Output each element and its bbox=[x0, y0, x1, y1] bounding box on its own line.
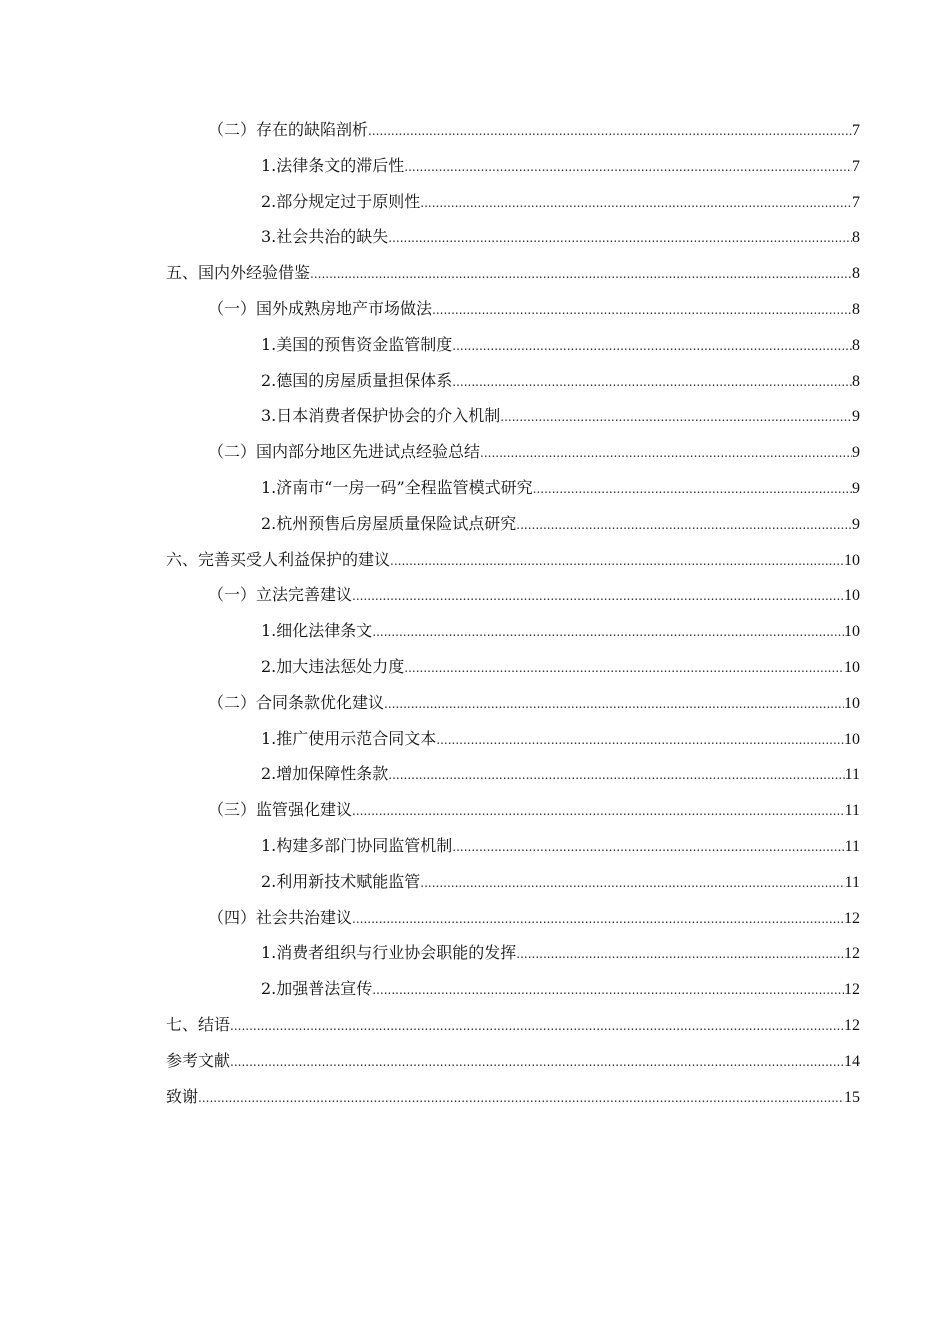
toc-entry-page-number: 7 bbox=[852, 193, 860, 211]
toc-entry-title: 3.日本消费者保护协会的介入机制 bbox=[261, 406, 501, 426]
table-of-contents bbox=[166, 109, 860, 1111]
toc-entry[interactable] bbox=[166, 324, 860, 360]
toc-entry-page-number: 10 bbox=[844, 658, 860, 676]
toc-entry[interactable] bbox=[166, 1076, 860, 1112]
toc-entry[interactable] bbox=[166, 181, 860, 217]
toc-dot-leader bbox=[420, 876, 844, 890]
toc-dot-leader bbox=[352, 589, 844, 603]
toc-entry[interactable] bbox=[166, 1040, 860, 1076]
toc-entry-page-number: 12 bbox=[844, 909, 860, 927]
toc-entry[interactable] bbox=[166, 109, 860, 145]
toc-entry[interactable] bbox=[166, 395, 860, 431]
toc-dot-leader bbox=[372, 625, 844, 639]
toc-entry[interactable] bbox=[166, 216, 860, 252]
toc-entry-title: 1.推广使用示范合同文本 bbox=[261, 728, 437, 748]
toc-entry-page-number: 10 bbox=[844, 587, 860, 605]
toc-entry-page-number: 9 bbox=[852, 408, 860, 426]
toc-entry-title: 1.济南市“一房一码”全程监管模式研究 bbox=[261, 477, 533, 497]
toc-entry-title: 2.部分规定过于原则性 bbox=[261, 191, 421, 211]
toc-entry-title: （三）监管强化建议 bbox=[208, 800, 353, 820]
toc-entry[interactable] bbox=[166, 1004, 860, 1040]
toc-entry[interactable] bbox=[166, 646, 860, 682]
toc-dot-leader bbox=[384, 697, 844, 711]
toc-entry-page-number: 8 bbox=[852, 300, 860, 318]
toc-entry[interactable] bbox=[166, 789, 860, 825]
toc-entry-title: 2.加大违法惩处力度 bbox=[261, 656, 405, 676]
toc-entry-page-number: 9 bbox=[852, 515, 860, 533]
toc-entry-title: （二）合同条款优化建议 bbox=[208, 692, 385, 712]
toc-entry-title: 1.法律条文的滞后性 bbox=[261, 155, 405, 175]
toc-dot-leader bbox=[198, 1091, 844, 1105]
toc-entry-title: 致谢 bbox=[166, 1086, 199, 1106]
toc-dot-leader bbox=[452, 375, 852, 389]
toc-entry-page-number: 10 bbox=[844, 694, 860, 712]
toc-dot-leader bbox=[500, 410, 852, 424]
toc-dot-leader bbox=[230, 1019, 844, 1033]
toc-entry-title: 1.细化法律条文 bbox=[261, 621, 373, 641]
toc-entry-page-number: 11 bbox=[844, 873, 860, 891]
toc-entry-title: （一）立法完善建议 bbox=[208, 585, 353, 605]
toc-entry-title: （二）存在的缺陷剖析 bbox=[208, 120, 369, 139]
toc-entry[interactable] bbox=[166, 431, 860, 467]
toc-dot-leader bbox=[388, 768, 844, 782]
toc-entry[interactable] bbox=[166, 145, 860, 181]
toc-entry[interactable] bbox=[166, 897, 860, 933]
toc-entry-title: 六、完善买受人利益保护的建议 bbox=[166, 549, 391, 569]
toc-entry-page-number: 12 bbox=[844, 945, 860, 963]
toc-dot-leader bbox=[516, 518, 852, 532]
toc-entry-title: （四）社会共治建议 bbox=[208, 907, 353, 927]
toc-dot-leader bbox=[388, 231, 852, 245]
toc-entry-title: 1.构建多部门协同监管机制 bbox=[261, 835, 453, 855]
toc-entry-page-number: 12 bbox=[844, 981, 860, 999]
toc-entry-title: 2.德国的房屋质量担保体系 bbox=[261, 370, 453, 390]
toc-entry[interactable] bbox=[166, 968, 860, 1004]
toc-entry-page-number: 11 bbox=[844, 802, 860, 820]
toc-entry-page-number: 10 bbox=[844, 623, 860, 641]
toc-entry[interactable] bbox=[166, 574, 860, 610]
toc-entry-page-number: 7 bbox=[852, 157, 860, 175]
toc-entry[interactable] bbox=[166, 718, 860, 754]
toc-dot-leader bbox=[404, 661, 844, 675]
toc-entry-title: 1.消费者组织与行业协会职能的发挥 bbox=[261, 943, 517, 963]
toc-entry-page-number: 8 bbox=[852, 336, 860, 354]
toc-entry-page-number: 9 bbox=[852, 444, 860, 462]
toc-dot-leader bbox=[390, 554, 844, 568]
toc-entry-title: （二）国内部分地区先进试点经验总结 bbox=[208, 442, 481, 462]
toc-entry-page-number: 8 bbox=[852, 229, 860, 247]
toc-dot-leader bbox=[452, 840, 844, 854]
toc-entry-page-number: 14 bbox=[844, 1052, 860, 1070]
toc-entry-title: 2.利用新技术赋能监管 bbox=[261, 871, 421, 891]
toc-entry-page-number: 11 bbox=[844, 766, 860, 784]
toc-entry-page-number: 8 bbox=[852, 372, 860, 390]
toc-dot-leader bbox=[432, 303, 852, 317]
toc-dot-leader bbox=[352, 804, 845, 818]
toc-entry[interactable] bbox=[166, 610, 860, 646]
toc-dot-leader bbox=[368, 124, 852, 138]
toc-entry-page-number: 8 bbox=[852, 265, 860, 283]
toc-dot-leader bbox=[480, 446, 852, 460]
toc-entry-page-number: 7 bbox=[852, 122, 860, 139]
toc-entry-title: 参考文献 bbox=[166, 1050, 231, 1070]
toc-entry[interactable] bbox=[166, 932, 860, 968]
toc-entry[interactable] bbox=[166, 539, 860, 575]
toc-dot-leader bbox=[310, 267, 852, 281]
toc-entry-title: 3.社会共治的缺失 bbox=[261, 227, 389, 247]
toc-dot-leader bbox=[452, 339, 852, 353]
toc-entry-title: 五、国内外经验借鉴 bbox=[166, 263, 311, 283]
toc-entry[interactable] bbox=[166, 360, 860, 396]
toc-entry-page-number: 9 bbox=[852, 479, 860, 497]
toc-entry[interactable] bbox=[166, 252, 860, 288]
toc-dot-leader bbox=[533, 482, 852, 496]
toc-entry[interactable] bbox=[166, 467, 860, 503]
toc-entry-page-number: 12 bbox=[844, 1016, 860, 1034]
toc-dot-leader bbox=[436, 733, 844, 747]
toc-entry[interactable] bbox=[166, 861, 860, 897]
toc-entry[interactable] bbox=[166, 682, 860, 718]
toc-dot-leader bbox=[352, 912, 844, 926]
toc-entry-title: 2.杭州预售后房屋质量保险试点研究 bbox=[261, 513, 517, 533]
toc-entry[interactable] bbox=[166, 288, 860, 324]
toc-entry-title: （一）国外成熟房地产市场做法 bbox=[208, 298, 433, 318]
toc-entry-title: 2.加强普法宣传 bbox=[261, 979, 373, 999]
toc-entry-page-number: 10 bbox=[844, 730, 860, 748]
toc-dot-leader bbox=[230, 1055, 844, 1069]
toc-dot-leader bbox=[372, 983, 844, 997]
toc-entry-title: 1.美国的预售资金监管制度 bbox=[261, 334, 453, 354]
toc-entry-page-number: 11 bbox=[844, 837, 860, 855]
toc-entry-title: 七、结语 bbox=[166, 1014, 231, 1034]
toc-entry[interactable] bbox=[166, 503, 860, 539]
toc-entry-title: 2.增加保障性条款 bbox=[261, 764, 389, 784]
toc-entry-page-number: 15 bbox=[844, 1088, 860, 1106]
toc-entry[interactable] bbox=[166, 753, 860, 789]
toc-entry[interactable] bbox=[166, 825, 860, 861]
toc-dot-leader bbox=[516, 947, 844, 961]
toc-entry-page-number: 10 bbox=[844, 551, 860, 569]
toc-dot-leader bbox=[404, 160, 852, 174]
toc-dot-leader bbox=[420, 196, 852, 210]
